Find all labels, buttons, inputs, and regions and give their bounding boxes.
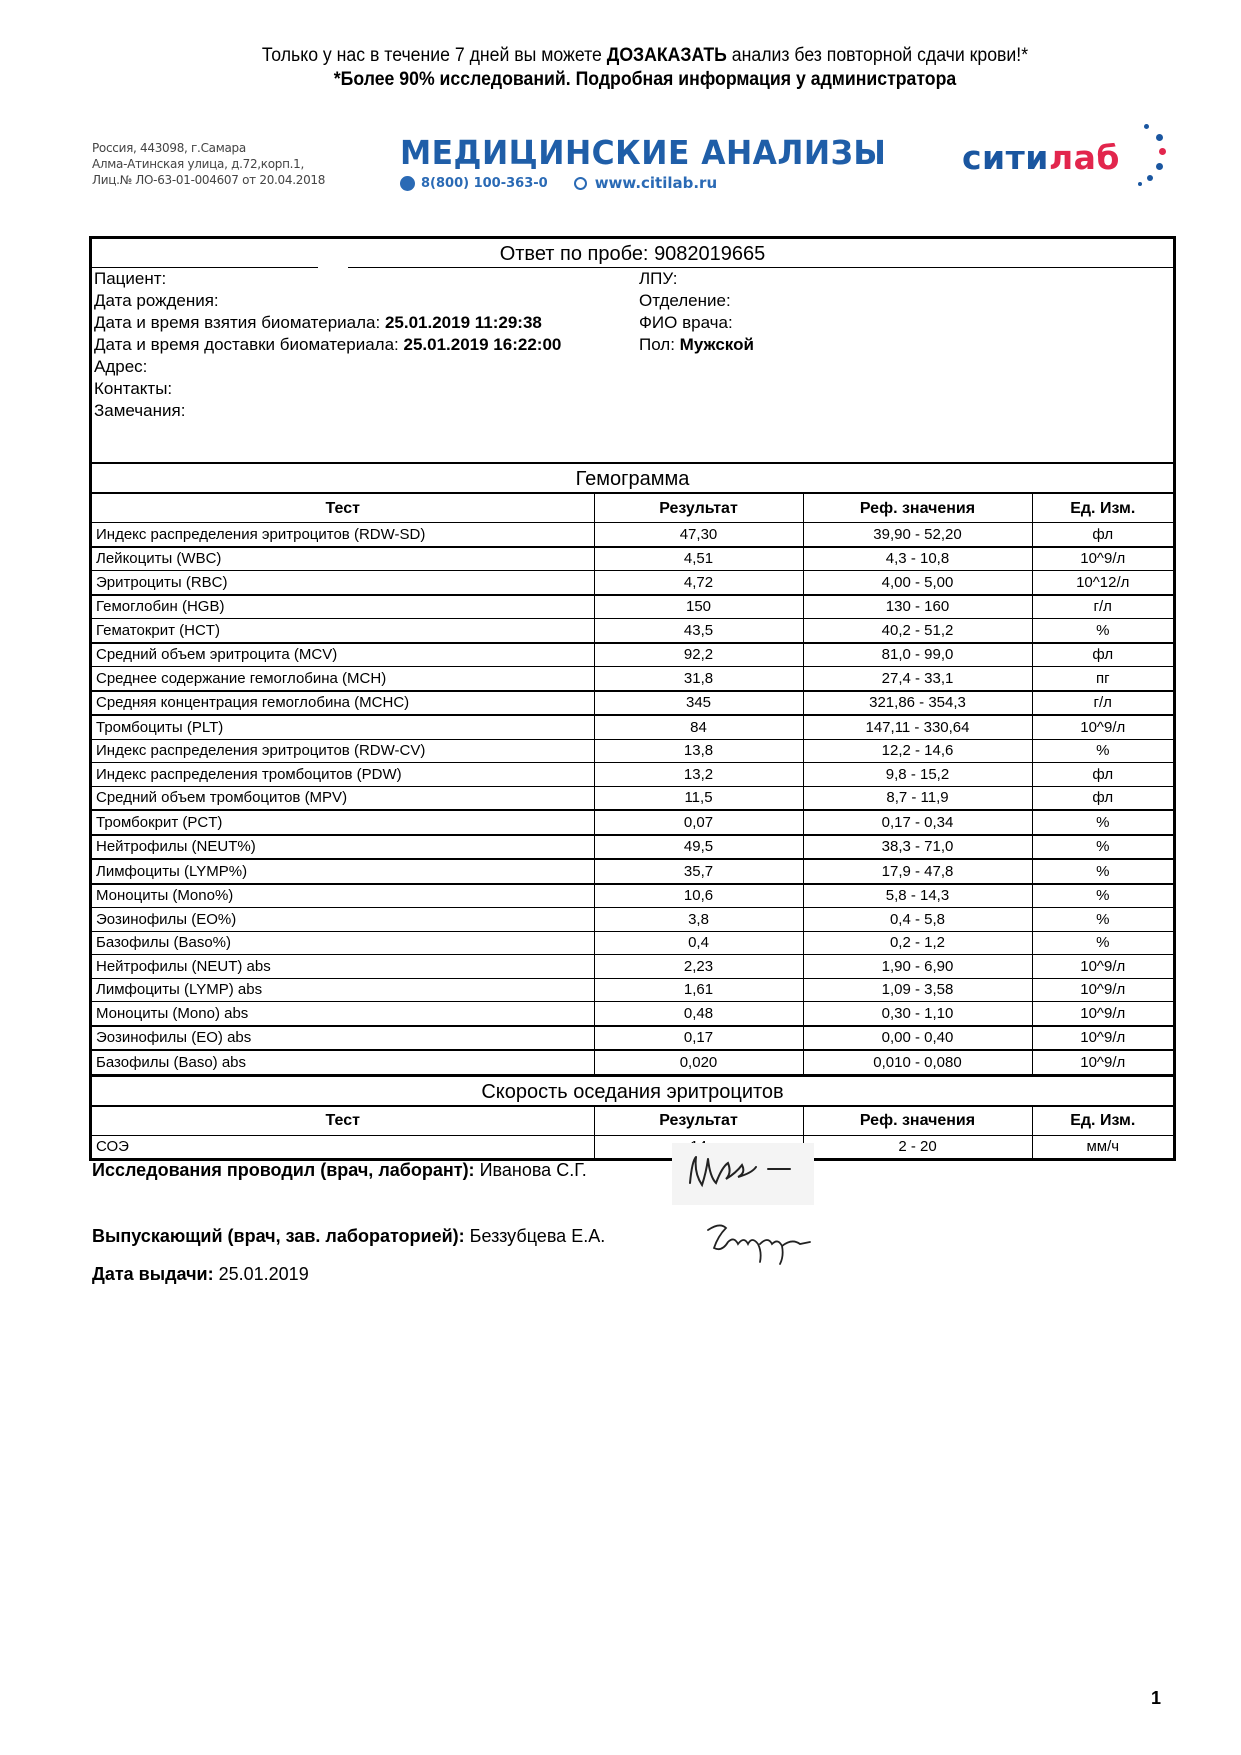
test-name-cell: Тромбоциты (PLT) <box>92 715 594 739</box>
column-header-result: Результат <box>594 1107 803 1136</box>
collected-value: 25.01.2019 11:29:38 <box>384 313 542 332</box>
unit-cell: % <box>1032 810 1173 835</box>
sample-title <box>92 239 1173 268</box>
table-row <box>92 763 1173 787</box>
result-cell: 2,23 <box>594 955 803 979</box>
phone-icon <box>400 176 415 191</box>
sample-number: 9082019665 <box>654 243 766 265</box>
test-name-cell: Гемоглобин (HGB) <box>92 595 594 619</box>
unit-cell: фл <box>1032 643 1173 667</box>
unit-cell: пг <box>1032 667 1173 691</box>
table-row <box>92 1002 1173 1026</box>
issue-date-label: Дата выдачи: <box>92 1264 214 1284</box>
released-by <box>92 1225 605 1247</box>
promo-text: Только у нас в течение 7 дней вы можете <box>261 45 607 66</box>
table-row <box>92 1135 1173 1160</box>
unit-cell: г/л <box>1032 595 1173 619</box>
test-name-cell: Средняя концентрация гемоглобина (MCHC) <box>92 691 594 716</box>
sample-label: Ответ по пробе: <box>499 243 655 265</box>
result-cell: 92,2 <box>594 643 803 667</box>
unit-cell: 10^9/л <box>1032 1050 1173 1074</box>
report-frame <box>89 236 1176 1161</box>
delivered-field <box>94 334 561 356</box>
test-name-cell: Эритроциты (RBC) <box>92 571 594 595</box>
brand-contacts <box>400 174 912 192</box>
column-header-unit: Ед. Изм. <box>1032 1107 1173 1136</box>
reference-cell: 147,11 - 330,64 <box>803 715 1032 739</box>
table-row <box>92 955 1173 979</box>
delivered-value: 25.01.2019 16:22:00 <box>403 335 562 354</box>
reference-cell: 0,4 - 5,8 <box>803 908 1032 932</box>
test-name-cell: Средний объем эритроцита (MCV) <box>92 643 594 667</box>
reference-cell: 321,86 - 354,3 <box>803 691 1032 716</box>
result-cell: 49,5 <box>594 835 803 860</box>
result-cell: 4,72 <box>594 571 803 595</box>
unit-cell: 10^9/л <box>1032 1026 1173 1051</box>
unit-cell: мм/ч <box>1032 1135 1173 1160</box>
table-row <box>92 931 1173 955</box>
unit-cell: г/л <box>1032 691 1173 716</box>
released-label: Выпускающий (врач, зав. лабораторией): <box>92 1226 465 1246</box>
unit-cell: фл <box>1032 763 1173 787</box>
table-row <box>92 715 1173 739</box>
signature-image-performer <box>672 1143 814 1205</box>
reference-cell: 12,2 - 14,6 <box>803 739 1032 763</box>
performed-by <box>92 1159 587 1181</box>
collected-field <box>94 312 561 334</box>
released-name: Беззубцева Е.А. <box>464 1226 606 1246</box>
promo-emphasis: ДОЗАКАЗАТЬ <box>606 45 727 66</box>
issue-date-value: 25.01.2019 <box>213 1264 309 1284</box>
table-row <box>92 691 1173 716</box>
reference-cell: 4,3 - 10,8 <box>803 547 1032 571</box>
reference-cell: 5,8 - 14,3 <box>803 884 1032 908</box>
license-line: Лиц.№ ЛО-63-01-004607 от 20.04.2018 <box>92 173 326 187</box>
address-line: Алма-Атинская улица, д.72,корп.1, <box>92 157 305 171</box>
result-cell: 13,8 <box>594 739 803 763</box>
promo-line-2: *Более 90% исследований. Подробная информация у администратора <box>333 69 957 90</box>
test-name-cell: Моноциты (Mono) abs <box>92 1002 594 1026</box>
reference-cell: 1,90 - 6,90 <box>803 955 1032 979</box>
collected-label: Дата и время взятия биоматериала: <box>94 313 385 332</box>
table-row <box>92 523 1173 547</box>
website-link[interactable]: www.citilab.ru <box>594 174 718 192</box>
result-cell: 0,4 <box>594 931 803 955</box>
performed-name: Иванова С.Г. <box>474 1160 587 1180</box>
unit-cell: % <box>1032 908 1173 932</box>
remarks-field: Замечания: <box>94 401 186 420</box>
hemogram-table <box>92 494 1173 1075</box>
test-name-cell: Эозинофилы (EO) abs <box>92 1026 594 1051</box>
table-row <box>92 908 1173 932</box>
sex-label: Пол: <box>639 335 680 354</box>
unit-cell: % <box>1032 884 1173 908</box>
hemogram-title: Гемограмма <box>92 462 1173 494</box>
test-name-cell: Базофилы (Baso%) <box>92 931 594 955</box>
brand-block <box>400 134 912 192</box>
result-cell: 345 <box>594 691 803 716</box>
unit-cell: % <box>1032 619 1173 643</box>
logo-wordmark <box>962 138 1120 177</box>
table-row <box>92 810 1173 835</box>
patient-info <box>92 268 1173 462</box>
performed-label: Исследования проводил (врач, лаборант): <box>92 1160 475 1180</box>
reference-cell: 38,3 - 71,0 <box>803 835 1032 860</box>
signature-icon <box>700 1218 815 1268</box>
table-row <box>92 786 1173 810</box>
logo-dot <box>1156 163 1163 170</box>
reference-cell: 17,9 - 47,8 <box>803 859 1032 884</box>
reference-cell: 8,7 - 11,9 <box>803 786 1032 810</box>
reference-cell: 9,8 - 15,2 <box>803 763 1032 787</box>
unit-cell: 10^9/л <box>1032 955 1173 979</box>
result-cell: 13,2 <box>594 763 803 787</box>
lpu-field: ЛПУ: <box>639 269 678 288</box>
table-row <box>92 835 1173 860</box>
table-row <box>92 978 1173 1002</box>
table-row <box>92 667 1173 691</box>
reference-cell: 1,09 - 3,58 <box>803 978 1032 1002</box>
unit-cell: 10^9/л <box>1032 547 1173 571</box>
test-name-cell: Базофилы (Baso) abs <box>92 1050 594 1074</box>
table-row <box>92 643 1173 667</box>
sex-field <box>639 334 754 356</box>
test-name-cell: Эозинофилы (EO%) <box>92 908 594 932</box>
column-header-reference: Реф. значения <box>803 1107 1032 1136</box>
table-header-row <box>92 494 1173 523</box>
unit-cell: 10^9/л <box>1032 978 1173 1002</box>
result-cell: 150 <box>594 595 803 619</box>
unit-cell: % <box>1032 859 1173 884</box>
test-name-cell: Нейтрофилы (NEUT) abs <box>92 955 594 979</box>
result-cell: 1,61 <box>594 978 803 1002</box>
test-name-cell: Среднее содержание гемоглобина (MCH) <box>92 667 594 691</box>
logo-dot <box>1159 148 1166 155</box>
table-header-row <box>92 1107 1173 1136</box>
column-header-test: Тест <box>92 1107 594 1136</box>
promo-line-1 <box>45 44 1241 68</box>
reference-cell: 0,2 - 1,2 <box>803 931 1032 955</box>
patient-info-left <box>94 268 561 422</box>
unit-cell: 10^9/л <box>1032 715 1173 739</box>
table-row <box>92 1050 1173 1074</box>
table-row <box>92 595 1173 619</box>
department-field: Отделение: <box>639 291 731 310</box>
unit-cell: фл <box>1032 786 1173 810</box>
unit-cell: % <box>1032 739 1173 763</box>
patient-field: Пациент: <box>94 269 167 288</box>
esr-table <box>92 1107 1173 1162</box>
result-cell: 0,020 <box>594 1050 803 1074</box>
delivered-label: Дата и время доставки биоматериала: <box>94 335 404 354</box>
test-name-cell: Лейкоциты (WBC) <box>92 547 594 571</box>
result-cell: 11,5 <box>594 786 803 810</box>
esr-title: Скорость оседания эритроцитов <box>92 1075 1173 1107</box>
reference-cell: 81,0 - 99,0 <box>803 643 1032 667</box>
reference-cell: 4,00 - 5,00 <box>803 571 1032 595</box>
unit-cell: фл <box>1032 523 1173 547</box>
promo-banner <box>45 44 1241 92</box>
lab-address <box>92 140 325 188</box>
test-name-cell: Моноциты (Mono%) <box>92 884 594 908</box>
table-row <box>92 571 1173 595</box>
promo-text: анализ без повторной сдачи крови!* <box>726 45 1029 66</box>
address-line: Россия, 443098, г.Самара <box>92 141 246 155</box>
brand-title: МЕДИЦИНСКИЕ АНАЛИЗЫ <box>400 133 887 172</box>
birth-date-field: Дата рождения: <box>94 291 219 310</box>
table-row <box>92 739 1173 763</box>
result-cell: 47,30 <box>594 523 803 547</box>
issue-date <box>92 1263 309 1285</box>
signature-icon <box>672 1143 814 1205</box>
column-header-reference: Реф. значения <box>803 494 1032 523</box>
contacts-field: Контакты: <box>94 379 173 398</box>
reference-cell: 2 - 20 <box>803 1135 1032 1160</box>
unit-cell: 10^9/л <box>1032 1002 1173 1026</box>
address-field: Адрес: <box>94 357 148 376</box>
result-cell: 31,8 <box>594 667 803 691</box>
reference-cell: 0,010 - 0,080 <box>803 1050 1032 1074</box>
reference-cell: 27,4 - 33,1 <box>803 667 1032 691</box>
table-row <box>92 619 1173 643</box>
citilab-logo <box>962 128 1182 198</box>
result-cell: 84 <box>594 715 803 739</box>
phone-number: 8(800) 100-363-0 <box>421 175 548 191</box>
logo-dot <box>1138 182 1142 186</box>
logo-part-blue: сити <box>962 138 1049 177</box>
globe-icon <box>574 177 587 190</box>
unit-cell: 10^12/л <box>1032 571 1173 595</box>
result-cell: 35,7 <box>594 859 803 884</box>
logo-dot <box>1156 134 1163 141</box>
logo-dot <box>1144 124 1149 129</box>
test-name-cell: Тромбокрит (PCT) <box>92 810 594 835</box>
reference-cell: 0,00 - 0,40 <box>803 1026 1032 1051</box>
unit-cell: % <box>1032 931 1173 955</box>
test-name-cell: Гематокрит (HCT) <box>92 619 594 643</box>
table-row <box>92 547 1173 571</box>
result-cell: 3,8 <box>594 908 803 932</box>
table-row <box>92 884 1173 908</box>
test-name-cell: Лимфоциты (LYMP) abs <box>92 978 594 1002</box>
column-header-result: Результат <box>594 494 803 523</box>
result-cell: 43,5 <box>594 619 803 643</box>
table-row <box>92 1026 1173 1051</box>
result-cell: 10,6 <box>594 884 803 908</box>
test-name-cell: Индекс распределения тромбоцитов (PDW) <box>92 763 594 787</box>
logo-part-red: лаб <box>1048 138 1120 177</box>
result-cell: 0,07 <box>594 810 803 835</box>
test-name-cell: Индекс распределения эритроцитов (RDW-SD) <box>92 523 594 547</box>
reference-cell: 130 - 160 <box>803 595 1032 619</box>
column-header-unit: Ед. Изм. <box>1032 494 1173 523</box>
reference-cell: 40,2 - 51,2 <box>803 619 1032 643</box>
patient-info-right <box>639 268 754 356</box>
signature-image-releaser <box>700 1218 815 1268</box>
reference-cell: 39,90 - 52,20 <box>803 523 1032 547</box>
sex-value: Мужской <box>679 335 754 354</box>
test-name-cell: Средний объем тромбоцитов (MPV) <box>92 786 594 810</box>
test-name-cell: Лимфоциты (LYMP%) <box>92 859 594 884</box>
page-number: 1 <box>1151 1688 1162 1708</box>
test-name-cell: Нейтрофилы (NEUT%) <box>92 835 594 860</box>
table-row <box>92 859 1173 884</box>
result-cell: 4,51 <box>594 547 803 571</box>
reference-cell: 0,17 - 0,34 <box>803 810 1032 835</box>
unit-cell: % <box>1032 835 1173 860</box>
test-name-cell: Индекс распределения эритроцитов (RDW-CV) <box>92 739 594 763</box>
result-cell: 0,17 <box>594 1026 803 1051</box>
result-cell: 0,48 <box>594 1002 803 1026</box>
reference-cell: 0,30 - 1,10 <box>803 1002 1032 1026</box>
doctor-field: ФИО врача: <box>639 313 733 332</box>
column-header-test: Тест <box>92 494 594 523</box>
test-name-cell: СОЭ <box>92 1135 594 1160</box>
logo-dot <box>1147 175 1153 181</box>
